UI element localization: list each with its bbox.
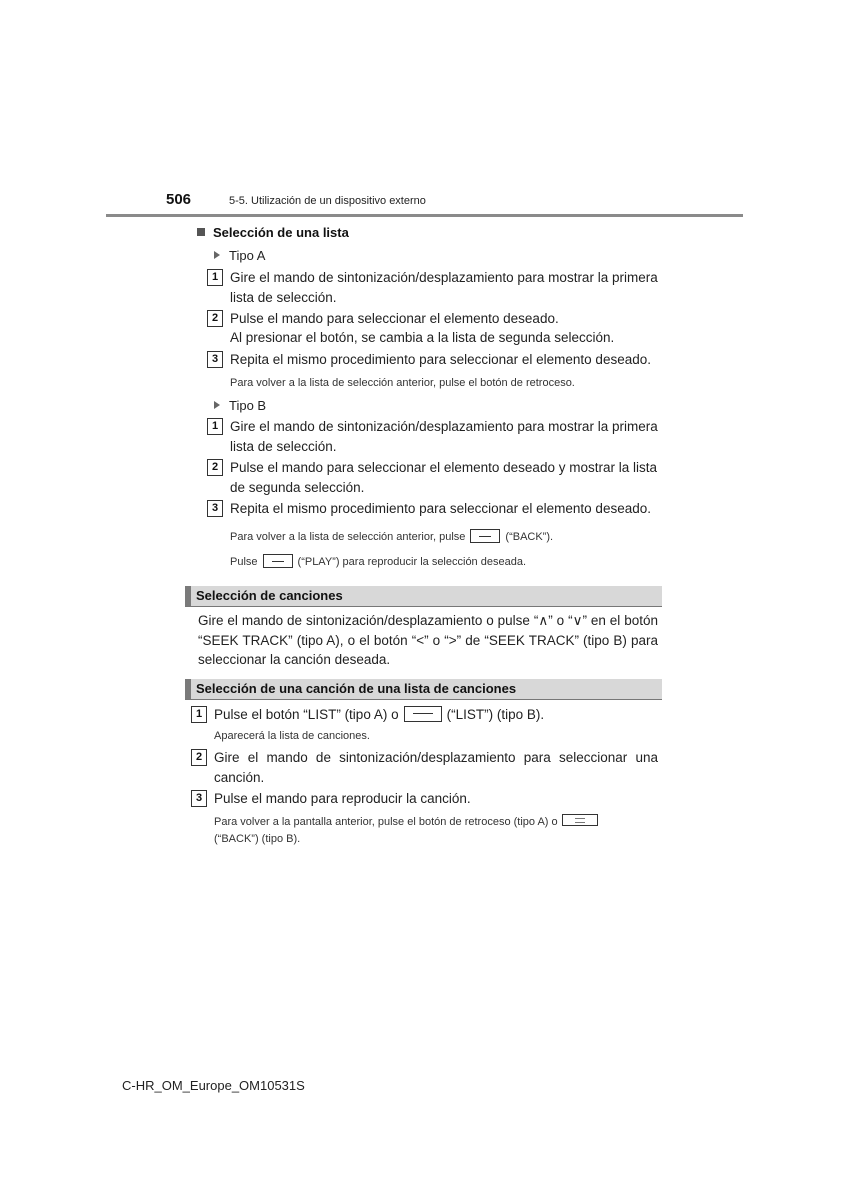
header-divider [106,214,743,217]
step-text: Gire el mando de sintonización/desplazamiento para mostrar la primera lista de selección. [230,419,658,454]
list-button-icon [404,706,442,722]
step-number: 1 [191,706,207,723]
step-number: 1 [207,418,223,435]
step-text: Repita el mismo procedimiento para seleccionar el elemento deseado. [230,501,651,516]
triangle-bullet-icon [214,251,220,259]
step-text: Gire el mando de sintonización/desplazamiento para mostrar la primera lista de selección. [230,270,658,305]
back-button-icon [470,529,500,543]
step-text: Gire el mando de sintonización/desplazamiento para seleccionar una canción. [214,750,658,785]
section-bar [185,586,662,606]
step-text: Pulse el mando para seleccionar el elemento deseado. [230,311,559,326]
note-text: Aparecerá la lista de canciones. [214,730,370,742]
note-text: Pulse (“PLAY”) para reproducir la selección deseada. [230,556,526,568]
square-bullet-icon [197,228,205,236]
section-underline [185,699,662,700]
type-b-label: Tipo B [214,398,266,413]
page-number: 506 [166,191,192,208]
step-number: 3 [191,790,207,807]
step-number: 3 [207,351,223,368]
paragraph: Gire el mando de sintonización/desplazamiento o pulse “∧” o “∨” en el botón “SEEK TRACK” (tipo A), o el botón “<” o “>” de “SEEK TRACK” (tipo B) para seleccionar la canción deseada. [198,613,658,667]
section-title: Selección de canciones [196,588,343,603]
document-code: C-HR_OM_Europe_OM10531S [122,1078,305,1093]
step-number: 1 [207,269,223,286]
note-text: Para volver a la lista de selección anterior, pulse el botón de retroceso. [230,377,575,389]
step-number: 3 [207,500,223,517]
back-button-icon [562,814,598,826]
section-title: Selección de una canción de una lista de canciones [196,681,517,696]
play-button-icon [263,554,293,568]
triangle-bullet-icon [214,401,220,409]
section-underline [185,606,662,607]
step-text: Pulse el mando para seleccionar el elemento deseado y mostrar la lista de segunda selección. [230,460,657,495]
step-number: 2 [207,310,223,327]
step-text: Pulse el botón “LIST” (tipo A) o (“LIST”) (tipo B). [214,707,545,722]
note-text: Para volver a la pantalla anterior, pulse el botón de retroceso (tipo A) o [214,814,658,831]
step-number: 2 [207,459,223,476]
step-text: Repita el mismo procedimiento para seleccionar el elemento deseado. [230,352,651,367]
note-text: Para volver a la lista de selección anterior, pulse (“BACK”). [230,531,554,543]
step-text: Pulse el mando para reproducir la canción. [214,791,471,806]
step-number: 2 [191,749,207,766]
step-text: Al presionar el botón, se cambia a la lista de segunda selección. [230,330,615,345]
note-text: (“BACK”) (tipo B). [214,833,301,845]
list-selection-heading: Selección de una lista [197,225,349,240]
type-a-label: Tipo A [214,248,265,263]
section-title: 5-5. Utilización de un dispositivo externo [229,195,426,207]
section-bar [185,679,662,699]
